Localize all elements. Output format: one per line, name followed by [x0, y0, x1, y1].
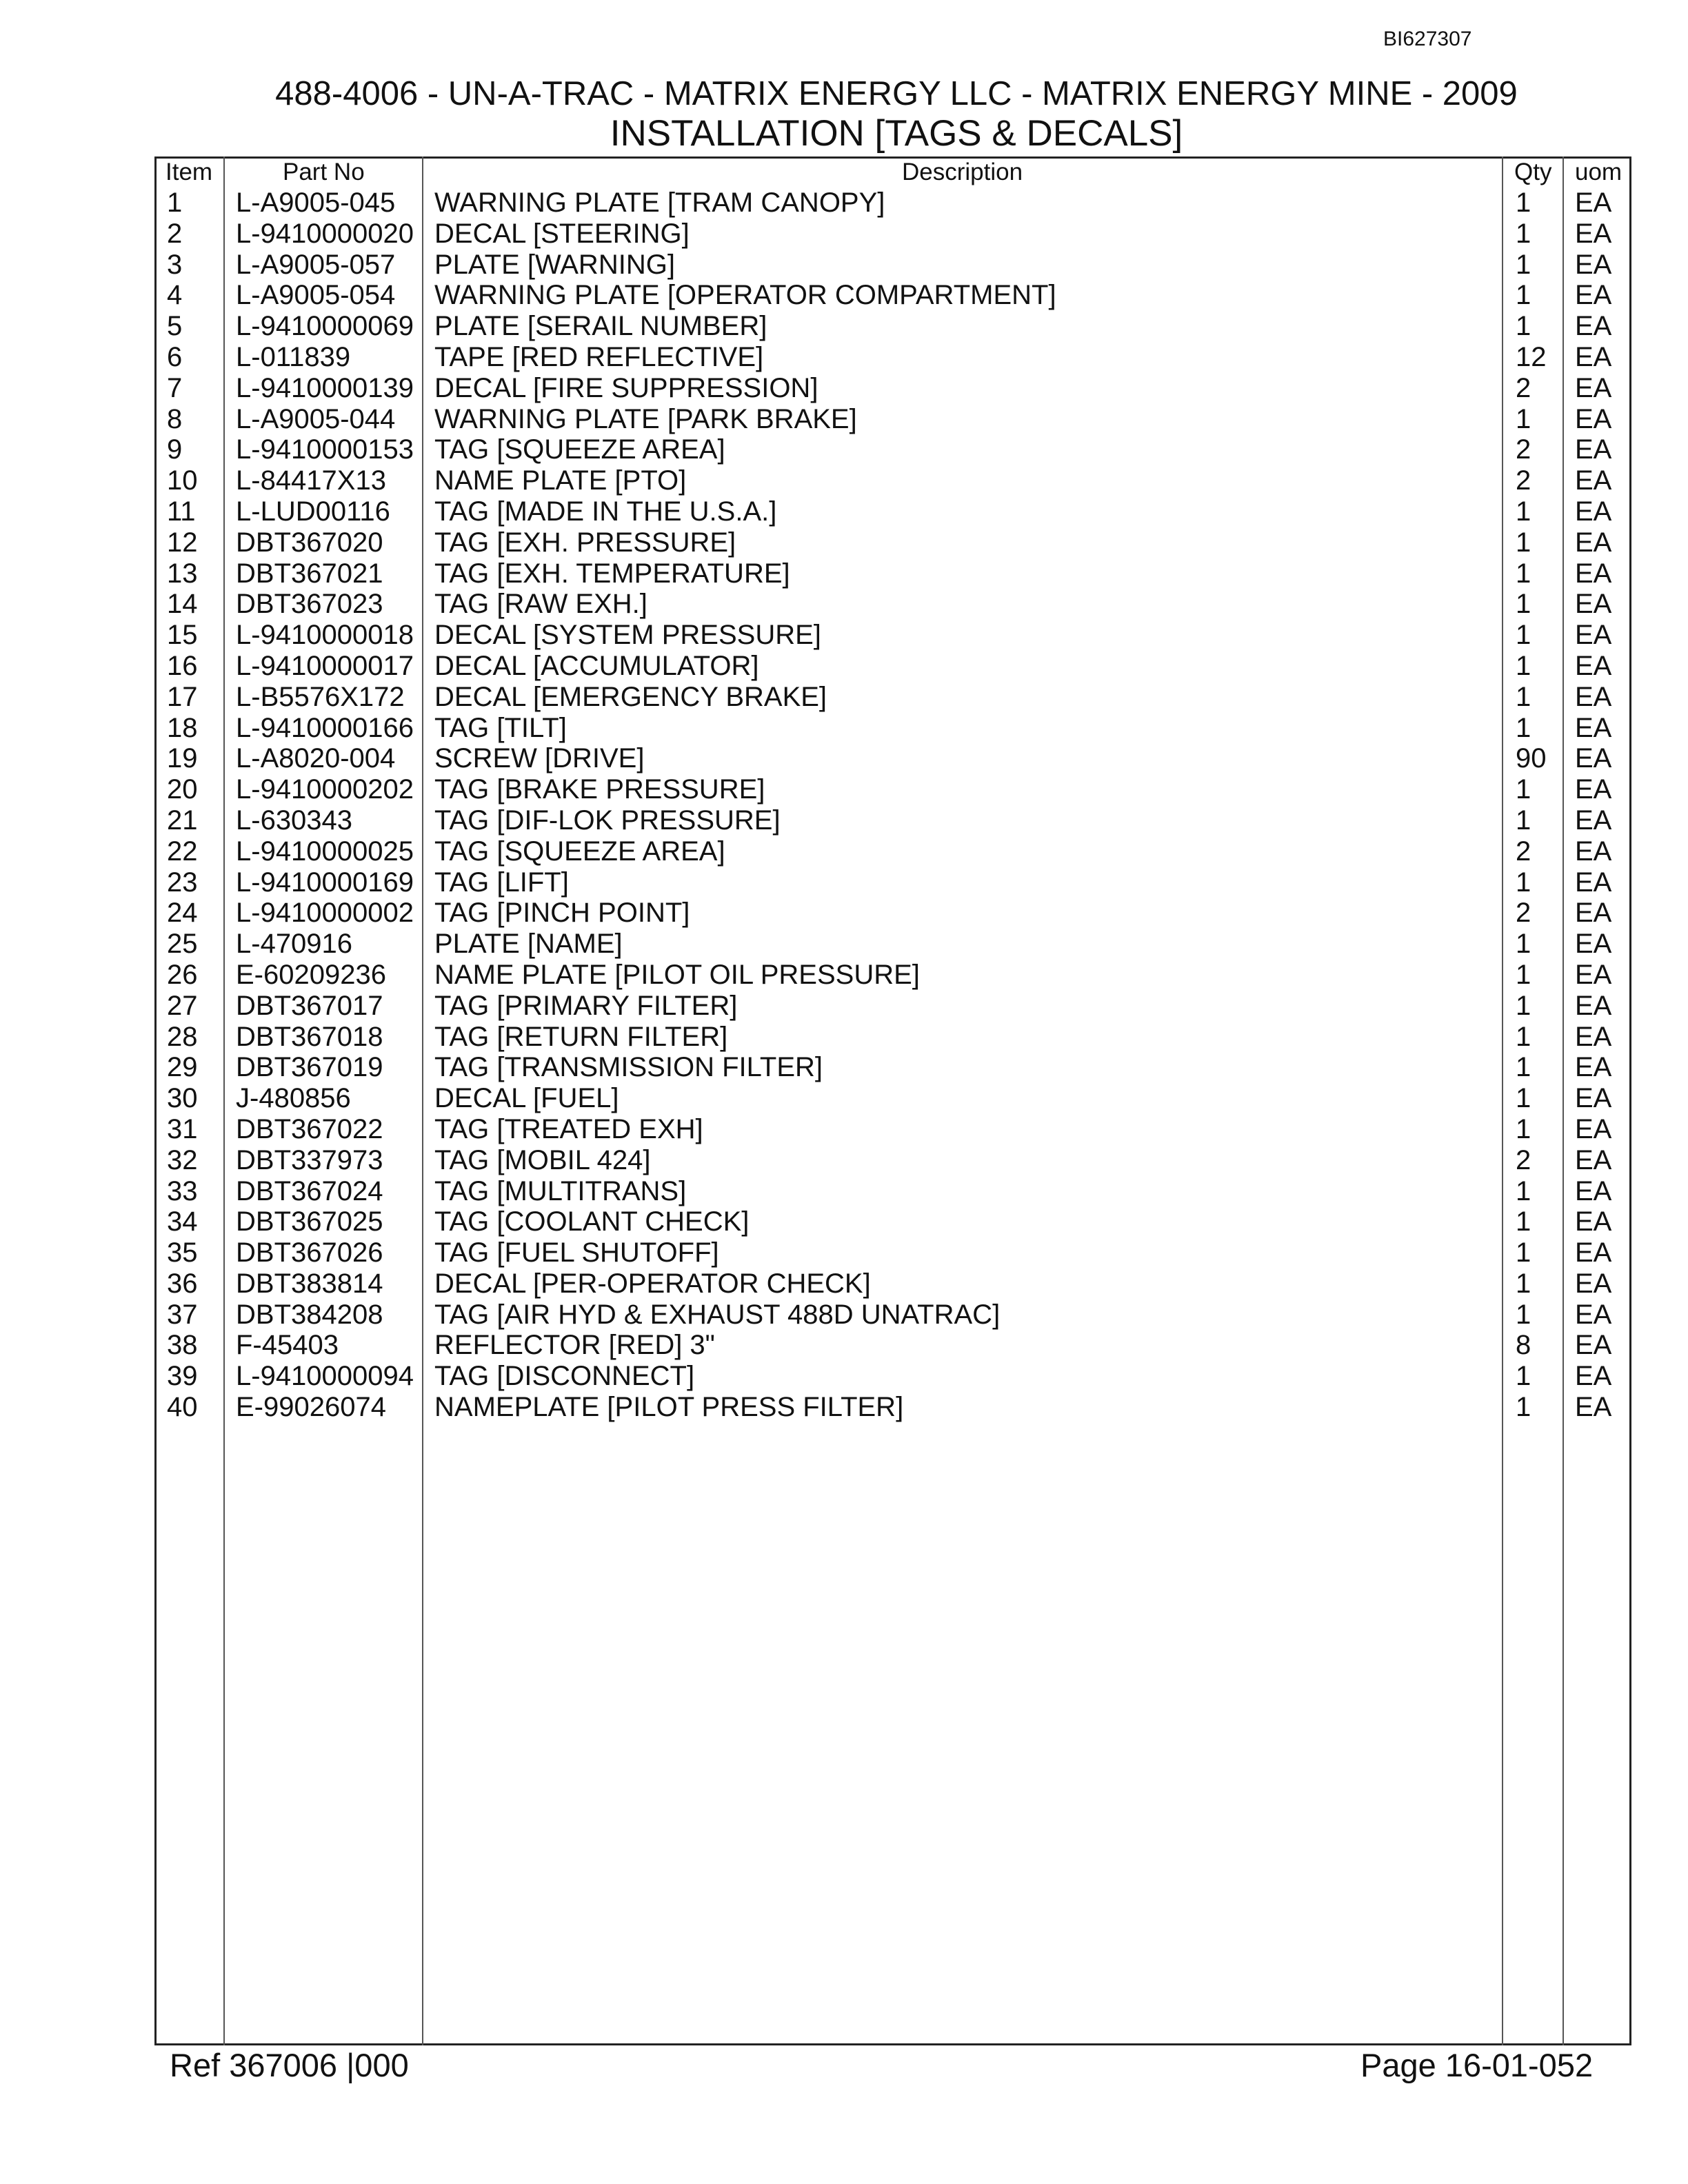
cell-item: 22: [167, 836, 198, 867]
cell-part-no: L-9410000020: [236, 218, 414, 249]
cell-uom: EA: [1575, 1052, 1612, 1083]
cell-item: 32: [167, 1144, 198, 1175]
cell-description: TAG [SQUEEZE AREA]: [434, 434, 725, 465]
cell-qty: 1: [1516, 558, 1531, 589]
cell-uom: EA: [1575, 743, 1612, 774]
cell-qty: 2: [1516, 465, 1531, 496]
table-row: [0, 1300, 1688, 1331]
table-body: [0, 188, 1688, 1423]
cell-uom: EA: [1575, 1237, 1612, 1268]
table-row: [0, 682, 1688, 713]
cell-part-no: DBT367025: [236, 1206, 383, 1237]
cell-qty: 1: [1516, 1113, 1531, 1144]
cell-item: 10: [167, 465, 198, 496]
cell-part-no: DBT383814: [236, 1268, 383, 1299]
cell-qty: 1: [1516, 1268, 1531, 1299]
cell-item: 1: [167, 188, 183, 218]
table-row: [0, 373, 1688, 404]
cell-part-no: E-60209236: [236, 959, 386, 990]
cell-qty: 1: [1516, 1361, 1531, 1392]
cell-uom: EA: [1575, 527, 1612, 558]
cell-qty: 1: [1516, 1052, 1531, 1083]
cell-item: 2: [167, 218, 183, 249]
table-row: [0, 188, 1688, 219]
cell-description: PLATE [SERAIL NUMBER]: [434, 311, 767, 342]
cell-uom: EA: [1575, 1299, 1612, 1330]
table-row: [0, 1268, 1688, 1300]
cell-item: 9: [167, 434, 183, 465]
cell-item: 19: [167, 743, 198, 774]
table-row: [0, 805, 1688, 836]
cell-item: 31: [167, 1113, 198, 1144]
table-row: [0, 219, 1688, 250]
cell-item: 8: [167, 403, 183, 434]
cell-uom: EA: [1575, 1268, 1612, 1299]
table-row: [0, 558, 1688, 589]
cell-qty: 90: [1516, 743, 1547, 774]
document-id: BI627307: [1383, 28, 1472, 50]
cell-part-no: L-9410000094: [236, 1361, 414, 1392]
cell-item: 12: [167, 527, 198, 558]
table-row: [0, 404, 1688, 435]
table-row: [0, 1176, 1688, 1207]
table-row: [0, 250, 1688, 281]
column-header-item: Item: [165, 159, 213, 185]
cell-item: 27: [167, 990, 198, 1021]
cell-item: 33: [167, 1175, 198, 1206]
cell-uom: EA: [1575, 681, 1612, 712]
cell-qty: 2: [1516, 836, 1531, 867]
cell-qty: 1: [1516, 1299, 1531, 1330]
cell-description: TAG [EXH. TEMPERATURE]: [434, 558, 790, 589]
cell-item: 3: [167, 249, 183, 280]
cell-uom: EA: [1575, 403, 1612, 434]
cell-qty: 1: [1516, 990, 1531, 1021]
cell-uom: EA: [1575, 898, 1612, 929]
cell-uom: EA: [1575, 218, 1612, 249]
cell-description: TAG [TRANSMISSION FILTER]: [434, 1052, 823, 1083]
table-row: [0, 496, 1688, 527]
table-row: [0, 929, 1688, 960]
cell-description: SCREW [DRIVE]: [434, 743, 645, 774]
cell-part-no: L-9410000169: [236, 867, 414, 898]
cell-item: 35: [167, 1237, 198, 1268]
cell-item: 30: [167, 1083, 198, 1114]
cell-uom: EA: [1575, 1330, 1612, 1361]
cell-description: TAG [MULTITRANS]: [434, 1175, 687, 1206]
cell-item: 6: [167, 341, 183, 372]
cell-qty: 1: [1516, 681, 1531, 712]
cell-description: TAG [PINCH POINT]: [434, 898, 690, 929]
cell-uom: EA: [1575, 341, 1612, 372]
cell-uom: EA: [1575, 959, 1612, 990]
cell-qty: 1: [1516, 1237, 1531, 1268]
table-row: [0, 1114, 1688, 1145]
cell-part-no: L-9410000166: [236, 712, 414, 743]
cell-description: TAG [FUEL SHUTOFF]: [434, 1237, 719, 1268]
cell-part-no: DBT367021: [236, 558, 383, 589]
cell-description: TAG [MOBIL 424]: [434, 1144, 651, 1175]
cell-part-no: L-A8020-004: [236, 743, 396, 774]
cell-part-no: DBT367022: [236, 1113, 383, 1144]
cell-part-no: F-45403: [236, 1330, 339, 1361]
cell-part-no: DBT367018: [236, 1021, 383, 1052]
cell-item: 14: [167, 589, 198, 620]
cell-qty: 12: [1516, 341, 1547, 372]
table-row: [0, 527, 1688, 558]
footer-page: Page 16-01-052: [1360, 2047, 1594, 2083]
column-header-part-no: Part No: [283, 159, 365, 185]
cell-description: NAME PLATE [PTO]: [434, 465, 687, 496]
cell-part-no: L-A9005-044: [236, 403, 396, 434]
cell-qty: 8: [1516, 1330, 1531, 1361]
cell-uom: EA: [1575, 465, 1612, 496]
cell-qty: 1: [1516, 218, 1531, 249]
cell-item: 13: [167, 558, 198, 589]
cell-description: TAG [DIF-LOK PRESSURE]: [434, 805, 781, 836]
cell-qty: 1: [1516, 311, 1531, 342]
cell-qty: 2: [1516, 372, 1531, 403]
cell-item: 28: [167, 1021, 198, 1052]
cell-part-no: L-84417X13: [236, 465, 386, 496]
cell-uom: EA: [1575, 1392, 1612, 1423]
table-row: [0, 465, 1688, 496]
cell-part-no: L-9410000153: [236, 434, 414, 465]
column-header-description: Description: [902, 159, 1023, 185]
cell-qty: 1: [1516, 650, 1531, 681]
cell-uom: EA: [1575, 249, 1612, 280]
cell-part-no: L-9410000069: [236, 311, 414, 342]
cell-description: TAG [LIFT]: [434, 867, 569, 898]
cell-uom: EA: [1575, 434, 1612, 465]
cell-item: 4: [167, 280, 183, 311]
cell-description: DECAL [ACCUMULATOR]: [434, 650, 759, 681]
cell-qty: 1: [1516, 959, 1531, 990]
table-row: [0, 898, 1688, 929]
cell-description: DECAL [PER-OPERATOR CHECK]: [434, 1268, 871, 1299]
cell-uom: EA: [1575, 990, 1612, 1021]
cell-uom: EA: [1575, 188, 1612, 218]
cell-uom: EA: [1575, 1083, 1612, 1114]
table-row: [0, 1330, 1688, 1361]
cell-qty: 2: [1516, 1144, 1531, 1175]
table-row: [0, 651, 1688, 682]
cell-qty: 1: [1516, 1392, 1531, 1423]
cell-description: PLATE [WARNING]: [434, 249, 675, 280]
cell-qty: 2: [1516, 434, 1531, 465]
cell-item: 38: [167, 1330, 198, 1361]
cell-item: 18: [167, 712, 198, 743]
table-row: [0, 1083, 1688, 1114]
cell-part-no: DBT367023: [236, 589, 383, 620]
cell-item: 36: [167, 1268, 198, 1299]
cell-part-no: DBT367024: [236, 1175, 383, 1206]
cell-qty: 1: [1516, 620, 1531, 651]
cell-qty: 1: [1516, 805, 1531, 836]
cell-description: DECAL [SYSTEM PRESSURE]: [434, 620, 821, 651]
table-row: [0, 1052, 1688, 1083]
cell-qty: 1: [1516, 1206, 1531, 1237]
table-row: [0, 1145, 1688, 1176]
cell-uom: EA: [1575, 867, 1612, 898]
cell-uom: EA: [1575, 558, 1612, 589]
cell-description: TAG [EXH. PRESSURE]: [434, 527, 736, 558]
table-row: [0, 713, 1688, 744]
cell-item: 29: [167, 1052, 198, 1083]
cell-item: 23: [167, 867, 198, 898]
cell-description: PLATE [NAME]: [434, 929, 623, 960]
cell-part-no: DBT367017: [236, 990, 383, 1021]
cell-uom: EA: [1575, 1144, 1612, 1175]
cell-description: TAG [PRIMARY FILTER]: [434, 990, 738, 1021]
cell-part-no: E-99026074: [236, 1392, 386, 1423]
table-row: [0, 991, 1688, 1022]
cell-qty: 1: [1516, 1175, 1531, 1206]
cell-qty: 1: [1516, 280, 1531, 311]
cell-uom: EA: [1575, 280, 1612, 311]
cell-qty: 1: [1516, 867, 1531, 898]
cell-item: 34: [167, 1206, 198, 1237]
cell-description: TAG [RAW EXH.]: [434, 589, 647, 620]
cell-item: 15: [167, 620, 198, 651]
footer-ref: Ref 367006 |000: [170, 2047, 409, 2083]
table-row: [0, 836, 1688, 867]
cell-uom: EA: [1575, 311, 1612, 342]
cell-qty: 1: [1516, 527, 1531, 558]
cell-part-no: L-9410000002: [236, 898, 414, 929]
cell-item: 16: [167, 650, 198, 681]
cell-description: TAG [TILT]: [434, 712, 567, 743]
cell-description: TAG [AIR HYD & EXHAUST 488D UNATRAC]: [434, 1299, 1001, 1330]
cell-description: NAMEPLATE [PILOT PRESS FILTER]: [434, 1392, 904, 1423]
cell-part-no: DBT337973: [236, 1144, 383, 1175]
cell-item: 20: [167, 774, 198, 805]
cell-description: TAG [COOLANT CHECK]: [434, 1206, 750, 1237]
cell-part-no: L-A9005-057: [236, 249, 396, 280]
cell-item: 17: [167, 681, 198, 712]
cell-uom: EA: [1575, 372, 1612, 403]
column-header-qty: Qty: [1514, 159, 1552, 185]
cell-uom: EA: [1575, 1021, 1612, 1052]
cell-qty: 1: [1516, 496, 1531, 527]
cell-item: 40: [167, 1392, 198, 1423]
cell-description: TAG [TREATED EXH]: [434, 1113, 703, 1144]
cell-uom: EA: [1575, 805, 1612, 836]
cell-uom: EA: [1575, 836, 1612, 867]
cell-description: DECAL [FIRE SUPPRESSION]: [434, 372, 818, 403]
cell-uom: EA: [1575, 496, 1612, 527]
cell-uom: EA: [1575, 650, 1612, 681]
cell-description: WARNING PLATE [OPERATOR COMPARTMENT]: [434, 280, 1056, 311]
cell-uom: EA: [1575, 712, 1612, 743]
cell-description: REFLECTOR [RED] 3": [434, 1330, 715, 1361]
cell-description: DECAL [STEERING]: [434, 218, 690, 249]
cell-qty: 1: [1516, 1021, 1531, 1052]
column-header-uom: uom: [1575, 159, 1622, 185]
cell-item: 39: [167, 1361, 198, 1392]
cell-part-no: DBT367019: [236, 1052, 383, 1083]
cell-part-no: L-9410000017: [236, 650, 414, 681]
cell-item: 5: [167, 311, 183, 342]
cell-uom: EA: [1575, 620, 1612, 651]
table-row: [0, 311, 1688, 342]
cell-part-no: L-9410000139: [236, 372, 414, 403]
table-row: [0, 867, 1688, 898]
table-row: [0, 434, 1688, 465]
cell-uom: EA: [1575, 1361, 1612, 1392]
cell-description: TAG [BRAKE PRESSURE]: [434, 774, 765, 805]
cell-description: WARNING PLATE [PARK BRAKE]: [434, 403, 857, 434]
cell-item: 24: [167, 898, 198, 929]
cell-part-no: L-9410000018: [236, 620, 414, 651]
cell-part-no: L-A9005-054: [236, 280, 396, 311]
cell-part-no: J-480856: [236, 1083, 351, 1114]
cell-description: TAG [RETURN FILTER]: [434, 1021, 728, 1052]
cell-item: 37: [167, 1299, 198, 1330]
cell-part-no: DBT384208: [236, 1299, 383, 1330]
cell-uom: EA: [1575, 1206, 1612, 1237]
cell-part-no: L-470916: [236, 929, 353, 960]
table-row: [0, 1237, 1688, 1268]
cell-description: TAG [DISCONNECT]: [434, 1361, 695, 1392]
table-row: [0, 1022, 1688, 1053]
cell-part-no: DBT367020: [236, 527, 383, 558]
table-row: [0, 589, 1688, 620]
cell-item: 11: [167, 496, 196, 527]
cell-item: 21: [167, 805, 198, 836]
table-row: [0, 1206, 1688, 1237]
cell-uom: EA: [1575, 1175, 1612, 1206]
cell-description: DECAL [EMERGENCY BRAKE]: [434, 681, 827, 712]
cell-description: TAG [SQUEEZE AREA]: [434, 836, 725, 867]
cell-item: 25: [167, 929, 198, 960]
table-row: [0, 743, 1688, 774]
cell-description: DECAL [FUEL]: [434, 1083, 619, 1114]
cell-description: TAG [MADE IN THE U.S.A.]: [434, 496, 777, 527]
table-row: [0, 960, 1688, 991]
page-title: 488-4006 - UN-A-TRAC - MATRIX ENERGY LLC - MATRIX ENERGY MINE - 2009: [275, 75, 1518, 112]
cell-uom: EA: [1575, 929, 1612, 960]
cell-description: NAME PLATE [PILOT OIL PRESSURE]: [434, 959, 920, 990]
cell-part-no: L-9410000202: [236, 774, 414, 805]
cell-part-no: DBT367026: [236, 1237, 383, 1268]
cell-qty: 1: [1516, 249, 1531, 280]
cell-qty: 1: [1516, 929, 1531, 960]
cell-qty: 1: [1516, 774, 1531, 805]
table-row: [0, 1392, 1688, 1423]
cell-part-no: L-A9005-045: [236, 188, 396, 218]
cell-uom: EA: [1575, 774, 1612, 805]
cell-qty: 1: [1516, 403, 1531, 434]
cell-item: 26: [167, 959, 198, 990]
cell-part-no: L-011839: [236, 341, 351, 372]
page-subtitle: INSTALLATION [TAGS & DECALS]: [610, 113, 1183, 154]
cell-part-no: L-B5576X172: [236, 681, 405, 712]
table-row: [0, 620, 1688, 651]
cell-qty: 2: [1516, 898, 1531, 929]
cell-item: 7: [167, 372, 183, 403]
cell-qty: 1: [1516, 712, 1531, 743]
table-row: [0, 1361, 1688, 1392]
cell-qty: 1: [1516, 1083, 1531, 1114]
cell-part-no: L-9410000025: [236, 836, 414, 867]
cell-qty: 1: [1516, 589, 1531, 620]
cell-description: WARNING PLATE [TRAM CANOPY]: [434, 188, 885, 218]
table-row: [0, 774, 1688, 805]
table-row: [0, 342, 1688, 373]
cell-qty: 1: [1516, 188, 1531, 218]
cell-uom: EA: [1575, 1113, 1612, 1144]
table-row: [0, 280, 1688, 311]
cell-description: TAPE [RED REFLECTIVE]: [434, 341, 764, 372]
cell-part-no: L-630343: [236, 805, 353, 836]
cell-uom: EA: [1575, 589, 1612, 620]
cell-part-no: L-LUD00116: [236, 496, 390, 527]
